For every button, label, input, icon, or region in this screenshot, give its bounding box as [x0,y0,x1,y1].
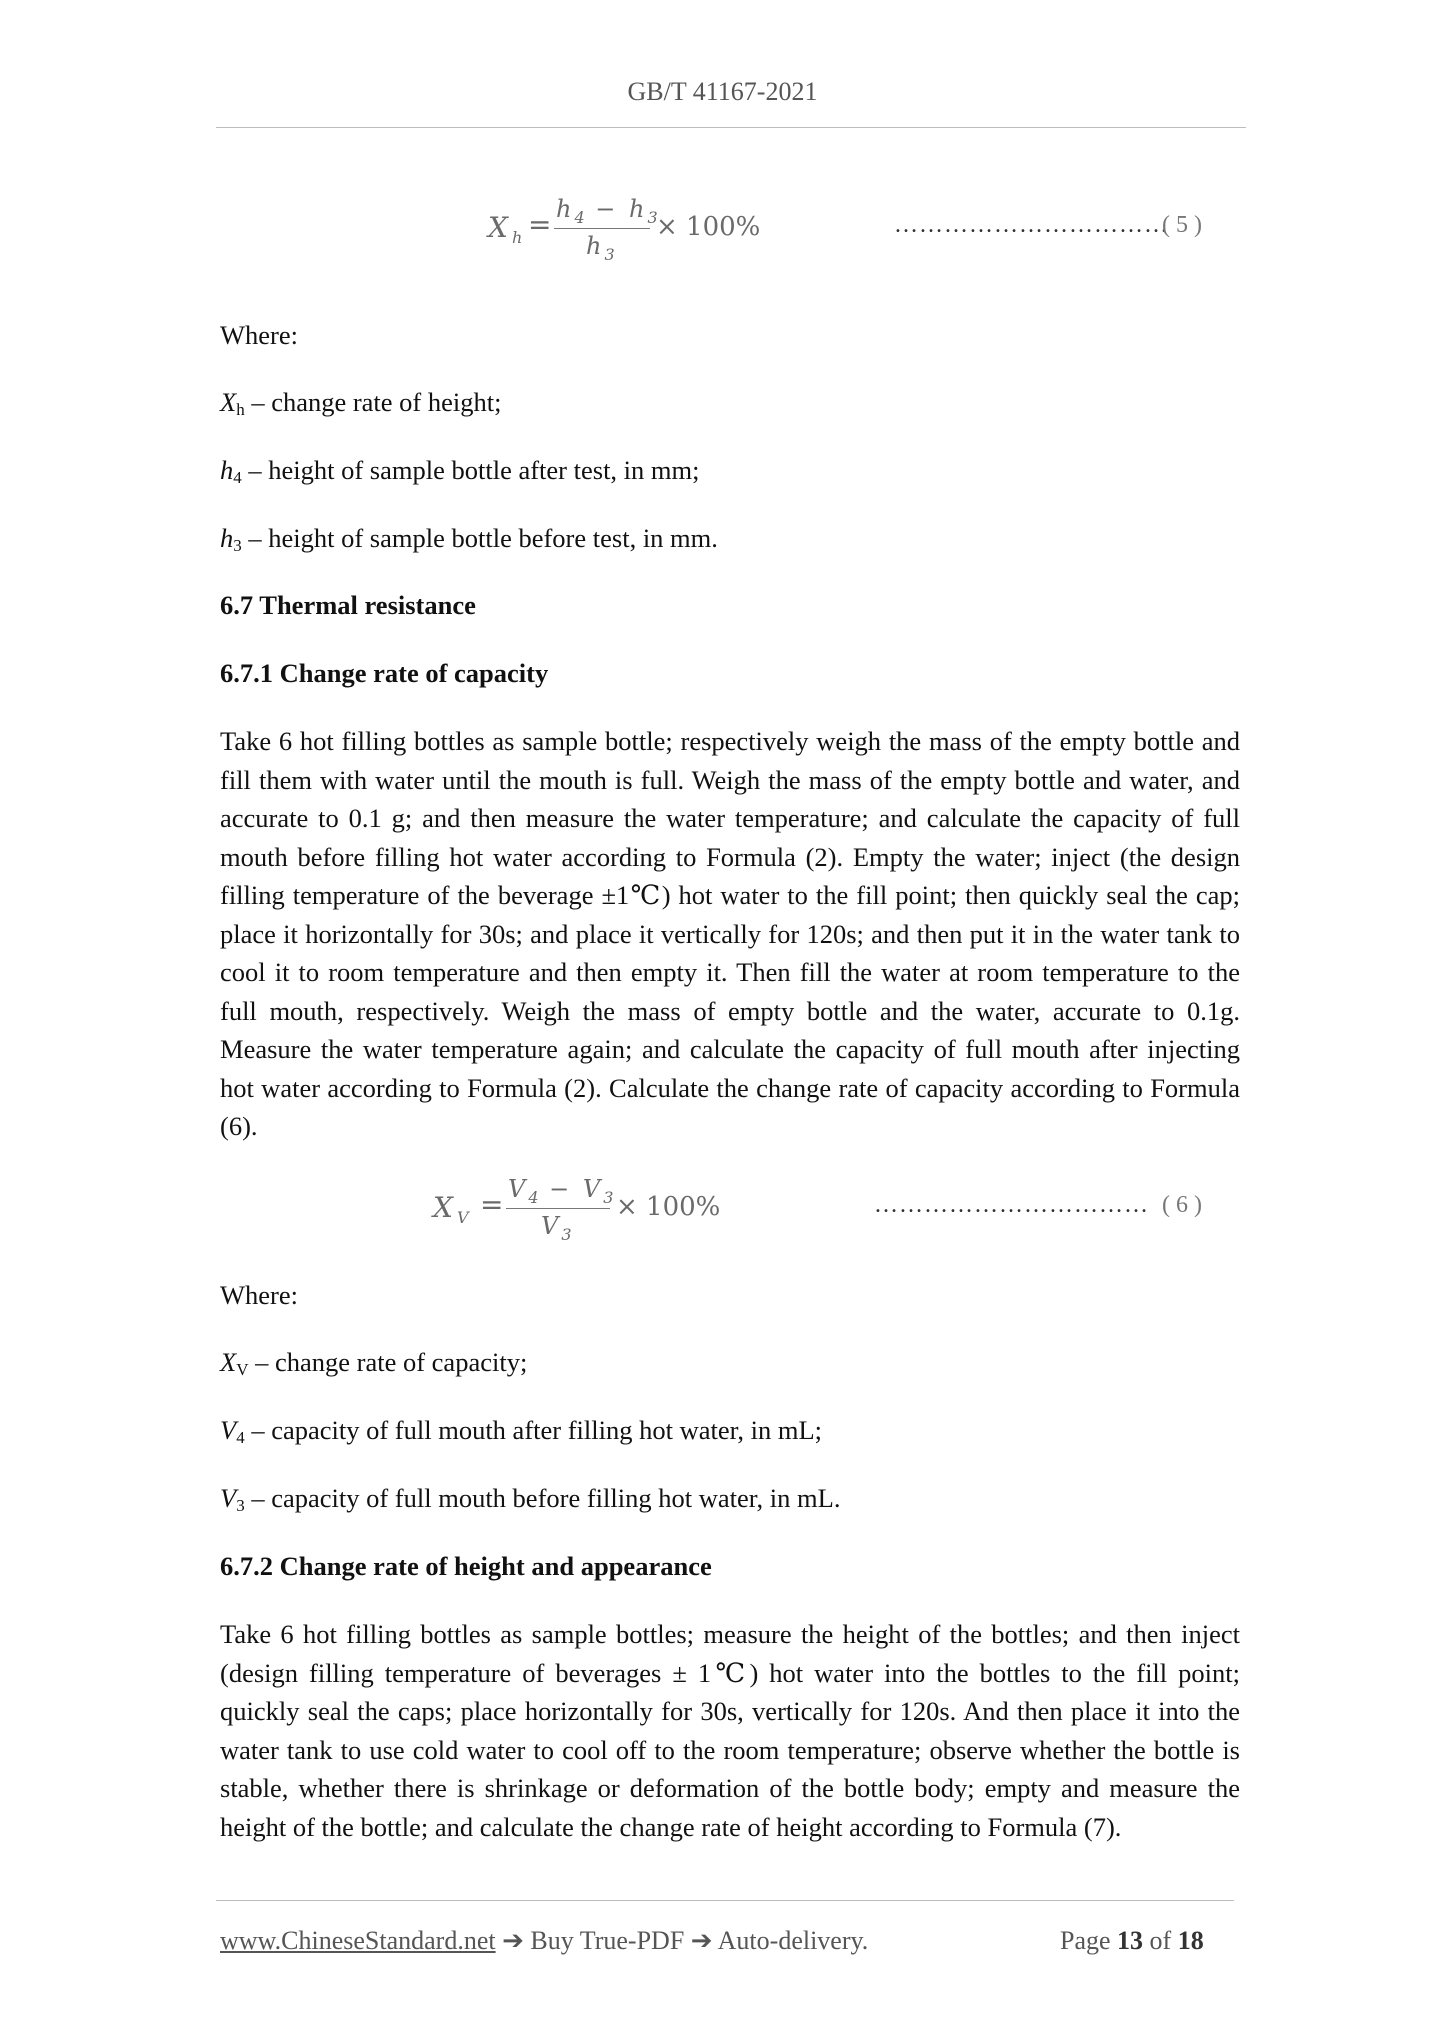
formula-6-number: ( 6 ) [1162,1192,1202,1218]
formula-5-leader-dots: …………………………… [894,212,1169,238]
formula-5-times-100: × 100% [656,212,761,242]
where-label-2: Where: [220,1280,298,1310]
formula-5-lhs: X $_h$ [488,211,523,247]
formula-6-equals: = [480,1188,504,1221]
formula-6-numerator: V $_4$ − V $_3$ [508,1175,614,1207]
formula-6-fraction-bar [506,1208,610,1209]
section-heading-6-7-1: 6.7.1 Change rate of capacity [220,658,549,688]
where-1-item-xh: $X_h$ – change rate of height; [220,387,502,419]
arrow-icon: ➔ [684,1926,718,1955]
formula-6-times-100: × 100% [616,1192,721,1222]
where-1-item-h3: $h_3$ – height of sample bottle before test, in mm. [220,523,718,555]
total-pages: 18 [1177,1926,1204,1955]
where-2-item-xv: $X_V$ – change rate of capacity; [220,1347,528,1379]
section-heading-6-7-2: 6.7.2 Change rate of height and appearance [220,1551,712,1581]
current-page: 13 [1117,1926,1144,1955]
formula-6-lhs: X $_V$ [433,1191,469,1227]
where-2-item-v4: $V_4$ – capacity of full mouth after filling hot water, in mL; [220,1415,823,1447]
page-number: Page 13 of 18 [1060,1926,1204,1955]
formula-5-denominator: h $_3$ [586,232,615,264]
footer-promo [220,1926,868,1956]
formula-6-leader-dots: …………………………… [874,1192,1149,1218]
paragraph-6-7-2: Take 6 hot filling bottles as sample bottles; measure the height of the bottles; and then inject (design filling temperature of beverages ± 1℃) hot water into the bottles to the fill point; quickly seal the caps; place horizontally for 30s, vertically for 120s. And then place it into the water tank to use cold water to cool off to the room temperature; observe whether the bottle is stable, whether there is shrinkage or deformation of the bottle body; empty and measure the height of the bottle; and calculate the change rate of height according to Formula (7). [220,1619,1240,1842]
formula-5-equals: = [528,208,552,241]
where-2-item-v3: $V_3$ – capacity of full mouth before filling hot water, in mL. [220,1483,841,1515]
section-heading-6-7: 6.7 Thermal resistance [220,590,476,620]
where-1-item-h4: $h_4$ – height of sample bottle after test, in mm; [220,455,700,487]
header-rule [216,127,1246,128]
where-label-1: Where: [220,320,298,350]
buy-true-pdf-text: Buy True-PDF [530,1926,685,1955]
formula-6-denominator: V $_3$ [541,1212,572,1244]
arrow-icon: ➔ [495,1926,531,1955]
chinese-standard-link[interactable]: www.ChineseStandard.net [220,1926,496,1955]
paragraph-6-7-1: Take 6 hot filling bottles as sample bottle; respectively weigh the mass of the empty bottle and fill them with water until the mouth is full. Weigh the mass of the empty bottle and water, and accurate to 0.1 g; and then measure the water temperature; and calculate the capacity of full mouth before filling hot water according to Formula (2). Empty the water; inject (the design filling temperature of the beverage ±1℃) hot water to the fill point; then quickly seal the cap; place it horizontally for 30s; and place it vertically for 120s; and then put it in the water tank to cool it to room temperature and then empty it. Then fill the water at room temperature to the full mouth, respectively. Weigh the mass of empty bottle and the water, accurate to 0.1g. Measure the water temperature again; and calculate the capacity of full mouth after injecting hot water according to Formula (2). Calculate the change rate of capacity according to Formula (6). [220,726,1240,1141]
auto-delivery-text: Auto-delivery. [717,1926,869,1955]
formula-5-number: ( 5 ) [1162,212,1202,238]
formula-5-fraction-bar [554,228,650,229]
document-header-title: GB/T 41167-2021 [627,77,818,106]
footer-rule [216,1900,1234,1901]
formula-5-numerator: h $_4$ − h $_3$ [556,195,658,227]
